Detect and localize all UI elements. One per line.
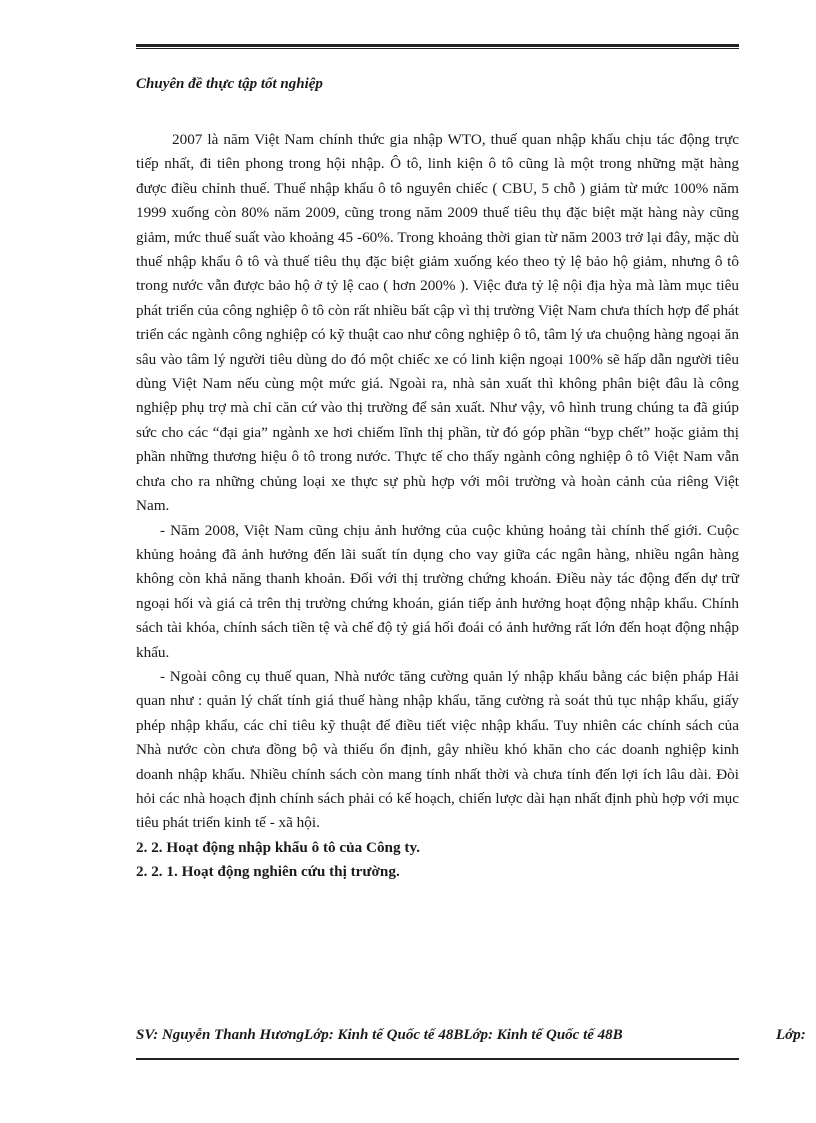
body-paragraph: - Ngoài công cụ thuế quan, Nhà nước tăng cường quản lý nhập khẩu bằng các biện pháp Hải quan như : quản lý chất tính giá thuế hàng nhập khẩu, tăng cường rà soát thủ tục nhập khẩu, giấy phép nhập khẩu, các chỉ tiêu kỹ thuật để điều tiết việc nhập khẩu. Tuy nhiên các chính sách của Nhà nước còn chưa đồng bộ và thiếu ổn định, gây nhiều khó khăn cho các doanh nghiệp kinh doanh nhập khẩu. Nhiều chính sách còn mang tính nhất thời và chưa tính đến lợi ích lâu dài. Đòi hỏi các nhà hoạch định chính sách phải có kế hoạch, chiến lược dài hạn nhất định phù hợp với mục tiêu phát triển kinh tế - xã hội. [136, 667, 739, 832]
header-rule [136, 44, 739, 49]
subsection-heading: 2. 2. 1. Hoạt động nghiên cứu thị trường. [136, 863, 400, 881]
document-footer [136, 1027, 816, 1044]
document-header-title: Chuyên đề thực tập tốt nghiệp [136, 76, 323, 92]
footer-rule [136, 1058, 739, 1060]
body-paragraph: - Năm 2008, Việt Nam cũng chịu ảnh hưởng của cuộc khủng hoảng tài chính thế giới. Cuộc khủng hoảng đã ảnh hưởng đến lãi suất tín dụng cho vay giữa các ngân hàng, nhiều ngân hàng không còn khả năng thanh khoản. Đối với thị trường chứng khoán. Điều này tác động đến dự trữ ngoại hối và giá cả trên thị trường chứng khoán, gián tiếp ảnh hưởng hoạt động nhập khẩu. Chính sách tài khóa, chính sách tiền tệ và chế độ tỷ giá hối đoái có ảnh hưởng rất lớn đến hoạt động nhập khẩu. [136, 521, 739, 661]
footer-text: SV: Nguyễn Thanh HươngLớp: Kinh tế Quốc tế 48BLớp: Kinh tế Quốc tế 48B [136, 1027, 623, 1043]
section-heading: 2. 2. Hoạt động nhập khẩu ô tô của Công ty. [136, 838, 420, 856]
document-body [136, 128, 739, 885]
footer-overflow-text: Lớp: [776, 1027, 806, 1043]
body-paragraph: 2007 là năm Việt Nam chính thức gia nhập WTO, thuế quan nhập khẩu chịu tác động trực tiếp nhất, đi tiên phong trong hội nhập. Ô tô, linh kiện ô tô cũng là một trong những mặt hàng được điều chỉnh thuế. Thuế nhập khẩu ô tô nguyên chiếc ( CBU, 5 chỗ ) giảm từ mức 100% năm 1999 xuống còn 80% năm 2009, cũng trong năm 2009 thuế tiêu thụ đặc biệt mặt hàng này cũng giảm, mức thuế suất vào khoảng 45 -60%. Trong khoảng thời gian từ năm 2003 trở lại đây, mặc dù thuế nhập khẩu ô tô và thuế tiêu thụ đặc biệt giảm xuống kéo theo tỷ lệ bảo hộ giảm, nhưng ô tô trong nước vẫn được bảo hộ ở tỷ lệ cao ( hơn 200% ). Việc đưa tỷ lệ nội địa hỳa mà làm mục tiêu phát triển của công nghiệp ô tô còn rất nhiều bất cập vì thị trường Việt Nam chưa thích hợp để phát triển các ngành công nghiệp có kỹ thuật cao như công nghiệp ô tô, tâm lý ưa chuộng hàng ngoại ăn sâu vào tâm lý người tiêu dùng do đó một chiếc xe có linh kiện ngoại 100% sẽ hấp dẫn người tiêu dùng Việt Nam nếu cùng một mức giá. Ngoài ra, nhà sản xuất thì không phân biệt đâu là công nghiệp phụ trợ mà chỉ căn cứ vào thị trường để sản xuất. Như vậy, vô hình trung chúng ta đã giúp sức cho các “đại gia” ngành xe hơi chiếm lĩnh thị phần, từ đó góp phần “bỵp chết” hoặc giảm thị phần những thương hiệu ô tô trong nước. Thực tế cho thấy ngành công nghiệp ô tô Việt Nam vẫn chưa cho ra những chủng loại xe thực sự phù hợp với môi trường và hoàn cảnh của riêng Việt Nam. [136, 131, 739, 515]
